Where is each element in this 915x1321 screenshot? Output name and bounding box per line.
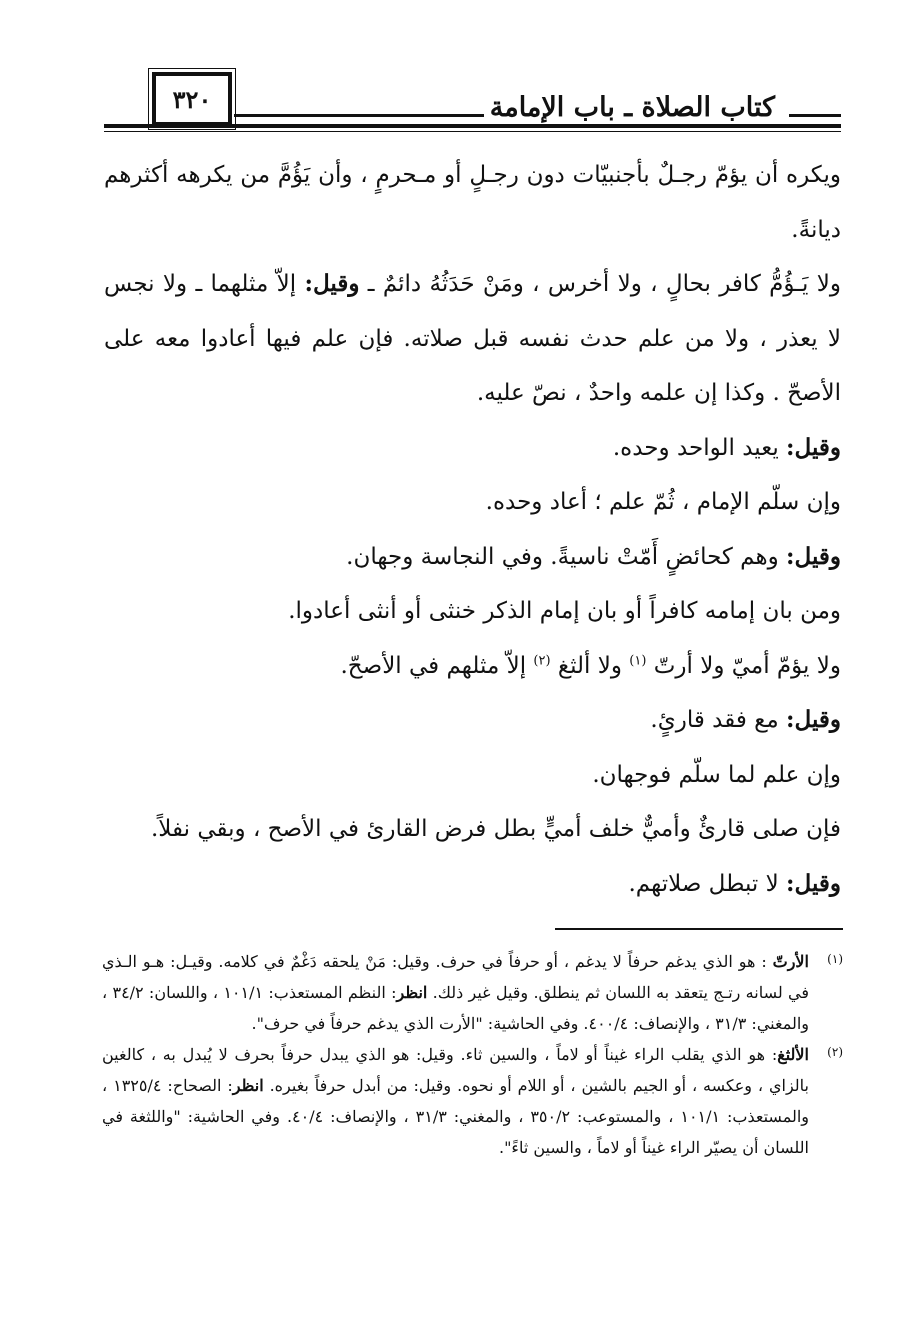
footnote-see-label: انظر [232, 1076, 264, 1095]
header-rule-thick [104, 124, 841, 128]
paragraph-text: وإن سلّم الإمام ، ثُمّ علم ؛ أعاد وحده. [485, 489, 841, 515]
footnote-text [102, 1039, 809, 1163]
paragraph [104, 857, 841, 912]
paragraph [104, 530, 841, 585]
footnote-ref-2[interactable]: (٢) [533, 652, 551, 668]
paragraph [104, 639, 841, 694]
paragraph-text: ولا يَـؤُمُّ كافر بحالٍ ، ولا أخرس ، ومَنْ حَدَثُهُ دائمٌ ـ [359, 271, 841, 297]
keyword-qila: وقيل: [786, 433, 841, 461]
main-text [104, 148, 841, 911]
footnote-references: : الصحاح: ١٣٢٥/٤ ، والمستعذب: ١٠١/١ ، والمستوعب: ٣٥٠/٢ ، والمغني: ٣١/٣ ، والإنصاف: ٤٠/٤. وفي الحاشية: "واللثغة في اللسان أن يصيّر الراء غيناً أو لاماً ، والسين ثاءً". [102, 1076, 810, 1157]
paragraph [104, 475, 841, 530]
footnote-ref-1[interactable]: (١) [629, 652, 647, 668]
paragraph-text: إلاّ مثلهما ـ ولا نجس لا يعذر ، ولا من علم حدث نفسه قبل صلاته. فإن علم فيها أعادوا معه على الأصحّ . وكذا إن علمه واحدٌ ، نصّ عليه. [104, 271, 841, 406]
paragraph-text: وهم كحائضٍ أَمّتْ ناسيةً. وفي النجاسة وجهان. [346, 543, 787, 570]
paragraph-text: وإن علم لما سلّم فوجهان. [592, 761, 841, 788]
paragraph [104, 257, 841, 421]
paragraph [104, 802, 841, 857]
footnote-body: : هو الذي يدغم حرفاً لا يدغم ، أو حرفاً في حرف. وقيل: مَنْ يلحقه دَغْمٌ في كلامه. وقيـل: هـو الـذي في لسانه رتـج يتعقد به اللسان ثم ينطلق. وقيل غير ذلك. [102, 952, 810, 1002]
footnotes [102, 946, 843, 1163]
paragraph-text: مع فقد قارئٍ. [650, 707, 787, 733]
paragraph-text: إلاّ مثلهم في الأصحّ. [340, 652, 534, 679]
footnote-term: الألثغ [777, 1045, 809, 1064]
footnote-2 [102, 1039, 843, 1163]
footnote-term: الأرتّ [772, 952, 809, 971]
paragraph-text: يعيد الواحد وحده. [612, 434, 787, 461]
keyword-qila: وقيل: [786, 542, 841, 570]
footnote-body: : هو الذي يقلب الراء غيناً أو لاماً ، والسين ثاء. وقيل: هو الذي يبدل حرفاً بحرف لا يُبدل به ، كالغين بالزاي ، وعكسه ، أو الجيم بالشين ، أو اللام أو نحوه. وقيل: من أبدل حرفاً بغيره. [102, 1045, 810, 1095]
paragraph-text: ويكره أن يؤمّ رجـلٌ بأجنبيّات دون رجـلٍ أو مـحرمٍ ، وأن يَؤُمَّ من يكرهه أكثرهم ديانةً. [104, 162, 841, 243]
header-dash-right [789, 114, 841, 117]
header-title: كتاب الصلاة ـ باب الإمامة [484, 92, 781, 124]
paragraph-text: ولا يؤمّ أميّ ولا أرتّ [646, 652, 841, 679]
keyword-qila: وقيل: [786, 869, 841, 897]
paragraph-text: ولا ألثغ [550, 652, 630, 679]
paragraph [104, 584, 841, 639]
footnote-number: (١) [827, 952, 843, 966]
keyword-qila: وقيل: [786, 706, 841, 733]
page-number: ٣٢٠ [152, 72, 232, 126]
paragraph [104, 421, 841, 476]
header-dash-left [234, 114, 501, 117]
paragraph-text: ومن بان إمامه كافراً أو بان إمام الذكر خنثى أو أنثى أعادوا. [288, 598, 841, 624]
footnote-1 [102, 946, 843, 1039]
keyword-qila: وقيل: [304, 270, 360, 297]
running-header [104, 92, 841, 132]
paragraph [104, 693, 841, 748]
paragraph [104, 748, 841, 803]
footnote-references: : النظم المستعذب: ١٠١/١ ، واللسان: ٣٤/٢ ، والمغني: ٣١/٣ ، والإنصاف: ٤٠٠/٤. وفي الحاشية: "الأرت الذي يدغم حرفاً في حرف". [102, 983, 809, 1033]
header-rule-thin [104, 131, 841, 132]
footnote-separator [555, 928, 843, 930]
footnote-see-label: انظر [396, 983, 428, 1002]
footnote-text [102, 946, 809, 1039]
footnote-number: (٢) [827, 1045, 843, 1059]
paragraph-text: فإن صلى قارئٌ وأميٌّ خلف أميٍّ بطل فرض القارئ في الأصح ، وبقي نفلاً. [150, 816, 841, 842]
paragraph [104, 148, 841, 257]
paragraph-text: لا تبطل صلاتهم. [628, 870, 787, 897]
